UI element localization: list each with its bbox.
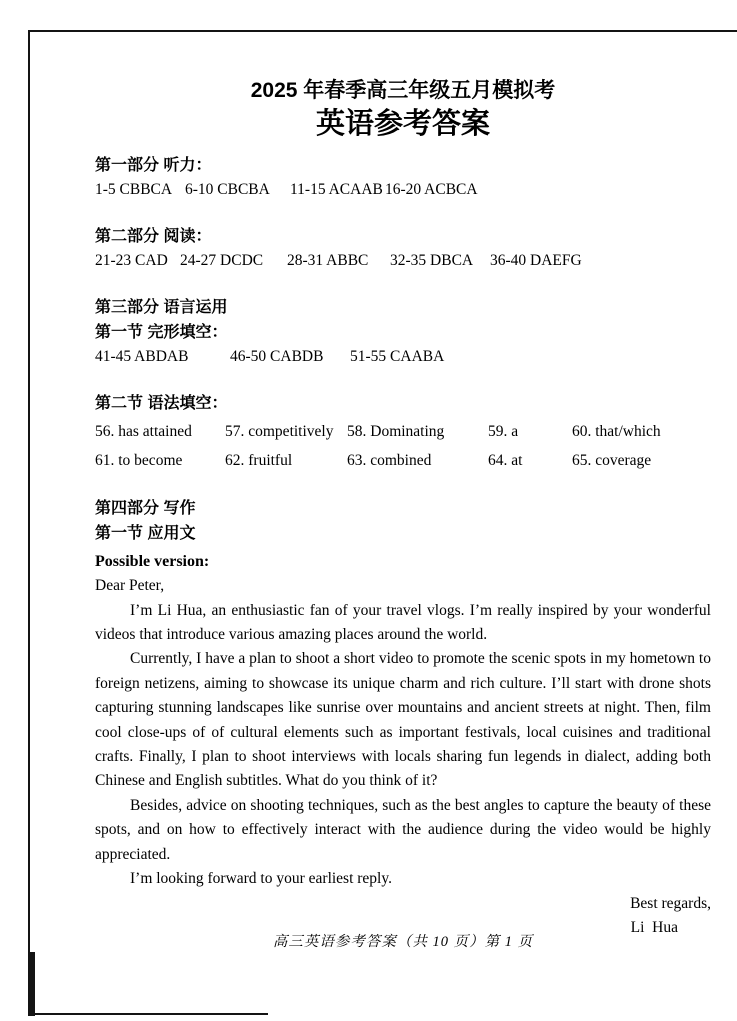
answer-item: 61. to become [95,452,183,470]
part3-section2-heading: 第二节 语法填空： [95,395,228,412]
grammar-answers-row2 [95,449,711,473]
sample-letter [95,574,711,940]
answer-item: 63. combined [347,452,432,470]
letter-regards: Best regards, [630,894,711,912]
answer-group: 11-15 ACAAB [290,181,383,198]
answer-group: 24-27 DCDC [180,252,264,269]
part1-heading: 第一部分 听力： [95,157,212,174]
letter-paragraph-1: I’m Li Hua, an enthusiastic fan of your travel vlogs. I’m really inspired by your wonderful videos that introduce various amazing places around the world. [95,601,711,644]
scan-bottom-left-bar [28,952,35,1016]
letter-closing-line: I’m looking forward to your earliest reply. [130,870,392,888]
answer-item: 57. competitively [225,423,334,440]
answer-group: 16-20 ACBCA [385,181,478,198]
answer-group: 51-55 CAABA [350,348,445,365]
possible-version-label: Possible version: [95,552,210,570]
part2-heading: 第二部分 阅读： [95,228,212,245]
answer-item: 60. that/which [572,423,661,440]
answer-item: 59. a [488,423,519,440]
answer-group: 1-5 CBBCA [95,181,173,198]
answer-item: 65. coverage [572,452,652,470]
answer-group: 6-10 CBCBA [185,181,270,198]
page-content [95,0,711,940]
answer-item: 56. has attained [95,423,192,440]
answer-group: 21-23 CAD [95,252,168,269]
letter-salutation: Dear Peter, [95,577,165,595]
answer-group: 41-45 ABDAB [95,348,189,365]
part4-heading: 第四部分 写作 [95,499,196,517]
scan-bottom-line [28,1013,268,1015]
part3-heading: 第三部分 语言运用 [95,299,228,316]
answer-group: 36-40 DAEFG [490,252,582,269]
answer-item: 62. fruitful [225,452,293,470]
exam-title: 2025 年春季高三年级五月模拟考 [250,79,556,102]
answer-item: 58. Dominating [347,423,445,440]
scan-left-line [28,30,30,1016]
answer-group: 46-50 CABDB [230,348,324,365]
answer-group: 28-31 ABBC [287,252,369,269]
answer-key-title: 英语参考答案 [315,108,490,140]
cloze-answers [95,345,711,369]
answer-item: 64. at [488,452,523,470]
grammar-answers-row1 [95,420,711,444]
part2-answers [95,249,711,273]
letter-paragraph-2: Currently, I have a plan to shoot a short video to promote the scenic spots in my hometown to foreign netizens, aiming to showcase its unique charm and rich culture. I’ll start with drone shots capturing stunning landscapes like sunrise over mountains and ancient streets at night. Then, film cool close-ups of of cultural elements such as important festivals, local cuisines and traditional crafts. Finally, I plan to shoot interviews with locals sharing fun legends in dialect, adding both Chinese and English subtitles. What do you think of it? [95,650,711,790]
part3-section1-heading: 第一节 完形填空： [95,324,228,341]
page-footer: 高三英语参考答案（共 10 页）第 1 页 [272,934,534,950]
part1-answers [95,178,711,202]
part4-section1-heading: 第一节 应用文 [95,524,196,542]
letter-paragraph-3: Besides, advice on shooting techniques, such as the best angles to capture the beauty of these spots, and on how to effectively interact with the audience during the video would be highly appreciated. [95,796,711,863]
letter-signature: Li Hua [630,918,678,936]
answer-group: 32-35 DBCA [390,252,474,269]
